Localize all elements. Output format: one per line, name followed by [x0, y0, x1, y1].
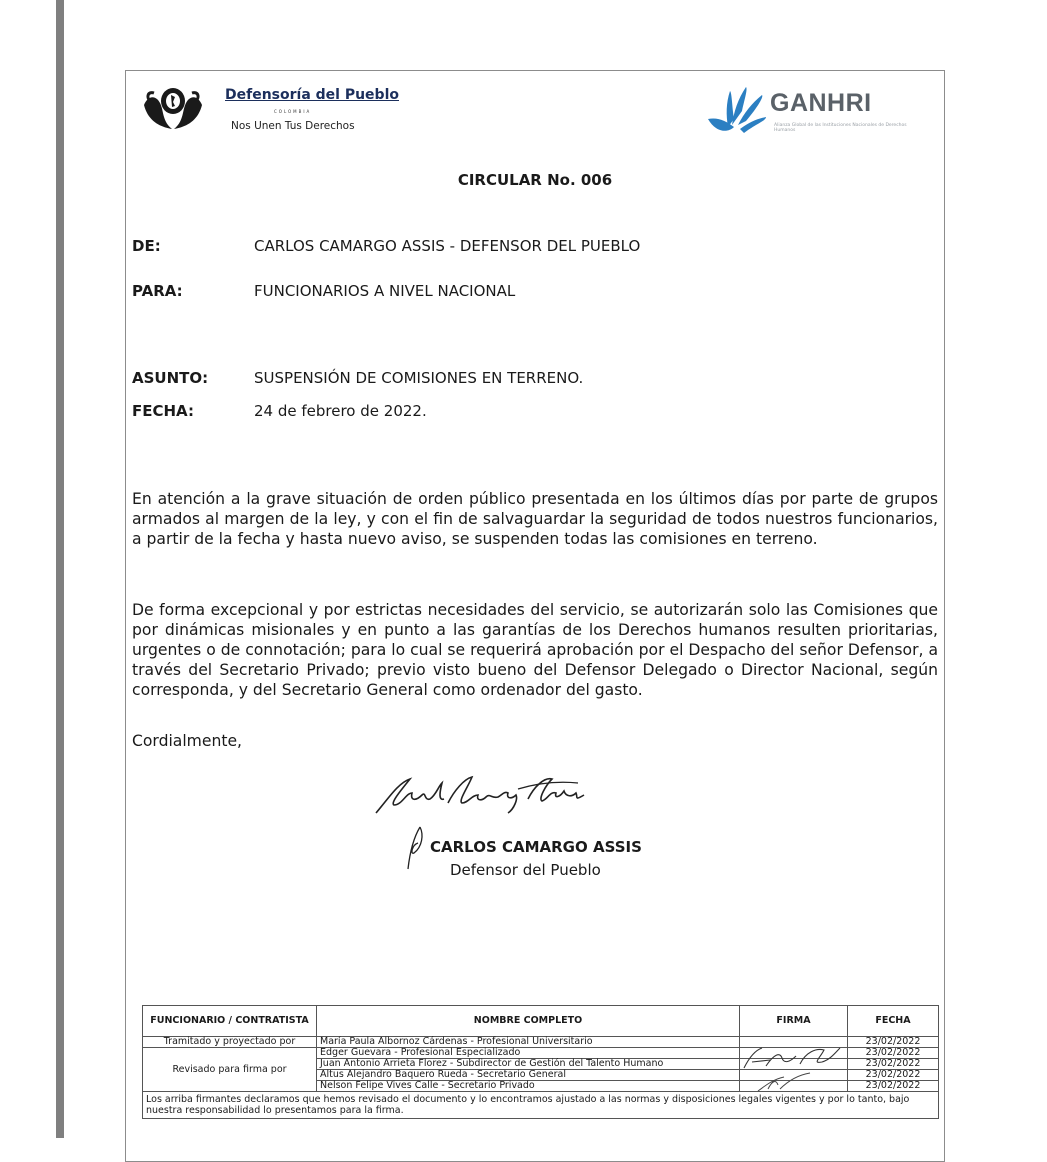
initial-mark-signature	[404, 823, 426, 873]
row-date: 23/02/2022	[848, 1037, 939, 1048]
ganhri-logo	[704, 81, 932, 143]
group-revisado: Revisado para firma por	[143, 1048, 317, 1092]
hands-emblem-icon	[138, 81, 208, 135]
review-table	[142, 1005, 939, 1119]
ganhri-hand-icon	[704, 81, 770, 141]
row-firma	[740, 1059, 848, 1070]
row-date: 23/02/2022	[848, 1070, 939, 1081]
table-row	[143, 1048, 939, 1059]
row-name: Altus Alejandro Baquero Rueda - Secretario General	[317, 1070, 740, 1081]
org-name: Defensoría del Pueblo	[225, 87, 399, 103]
row-firma	[740, 1048, 848, 1059]
row-name: Nelson Felipe Vives Calle - Secretario Privado	[317, 1081, 740, 1092]
viewer-left-border	[56, 0, 64, 1138]
ganhri-subtitle: Alianza Global de las Instituciones Nacionales de Derechos Humanos	[774, 123, 907, 133]
header-firma: FIRMA	[740, 1006, 848, 1037]
defensoria-logo	[138, 81, 408, 137]
row-date: 23/02/2022	[848, 1081, 939, 1092]
body-paragraph-2: De forma excepcional y por estrictas necesidades del servicio, se autorizarán solo las Comisiones que por dinámicas misionales y en punto a las garantías de los Derechos humanos resulten prioritarias, urgentes o de connotación; para lo cual se requerirá aprobación por el Despacho del señor Defensor, a través del Secretario Privado; previo visto bueno del Defensor Delegado o Director Nacional, según corresponda, y del Secretario General como ordenador del gasto.	[132, 601, 938, 699]
reviewer-initials-signature-2	[754, 1071, 814, 1093]
org-motto: Nos Unen Tus Derechos	[231, 120, 355, 132]
row-date: 23/02/2022	[848, 1059, 939, 1070]
document-page	[125, 70, 945, 1162]
field-asunto-value: SUSPENSIÓN DE COMISIONES EN TERRENO.	[254, 369, 584, 387]
row-name: Juan Antonio Arrieta Florez - Subdirector de Gestión del Talento Humano	[317, 1059, 740, 1070]
row-date: 23/02/2022	[848, 1048, 939, 1059]
row-name: Edger Guevara - Profesional Especializado	[317, 1048, 740, 1059]
field-para-value: FUNCIONARIOS A NIVEL NACIONAL	[254, 282, 516, 300]
closing-text: Cordialmente,	[132, 732, 243, 750]
field-de-value: CARLOS CAMARGO ASSIS - DEFENSOR DEL PUEBLO	[254, 237, 641, 255]
field-fecha-label: FECHA:	[132, 402, 194, 420]
row-firma	[740, 1081, 848, 1092]
table-row	[143, 1092, 939, 1119]
header-fecha: FECHA	[848, 1006, 939, 1037]
field-para-label: PARA:	[132, 282, 183, 300]
field-fecha-value: 24 de febrero de 2022.	[254, 402, 427, 420]
group-tramitado: Tramitado y proyectado por	[143, 1037, 317, 1048]
declaration-text: Los arriba firmantes declaramos que hemos revisado el documento y lo encontramos ajustado a las normas y disposiciones legales vigentes y por lo tanto, bajo nuestra responsabilidad lo presentamos para la firma.	[143, 1092, 939, 1119]
header-nombre: NOMBRE COMPLETO	[317, 1006, 740, 1037]
header-funcionario: FUNCIONARIO / CONTRATISTA	[143, 1006, 317, 1037]
body-paragraph-1: En atención a la grave situación de orden público presentada en los últimos días por parte de grupos armados al margen de la ley, y con el fin de salvaguardar la seguridad de todos nuestros funcionarios, a partir de la fecha y hasta nuevo aviso, se suspenden todas las comisiones en terreno.	[132, 490, 938, 548]
org-country: COLOMBIA	[274, 109, 312, 114]
handwritten-signature	[368, 769, 594, 821]
signer-role: Defensor del Pueblo	[450, 861, 601, 879]
field-de-label: DE:	[132, 237, 161, 255]
row-name: María Paula Albornoz Cárdenas - Profesional Universitario	[317, 1037, 740, 1048]
signer-name: CARLOS CAMARGO ASSIS	[430, 838, 642, 856]
ganhri-name: GANHRI	[770, 89, 872, 117]
circular-title: CIRCULAR No. 006	[457, 171, 613, 189]
field-asunto-label: ASUNTO:	[132, 369, 209, 387]
